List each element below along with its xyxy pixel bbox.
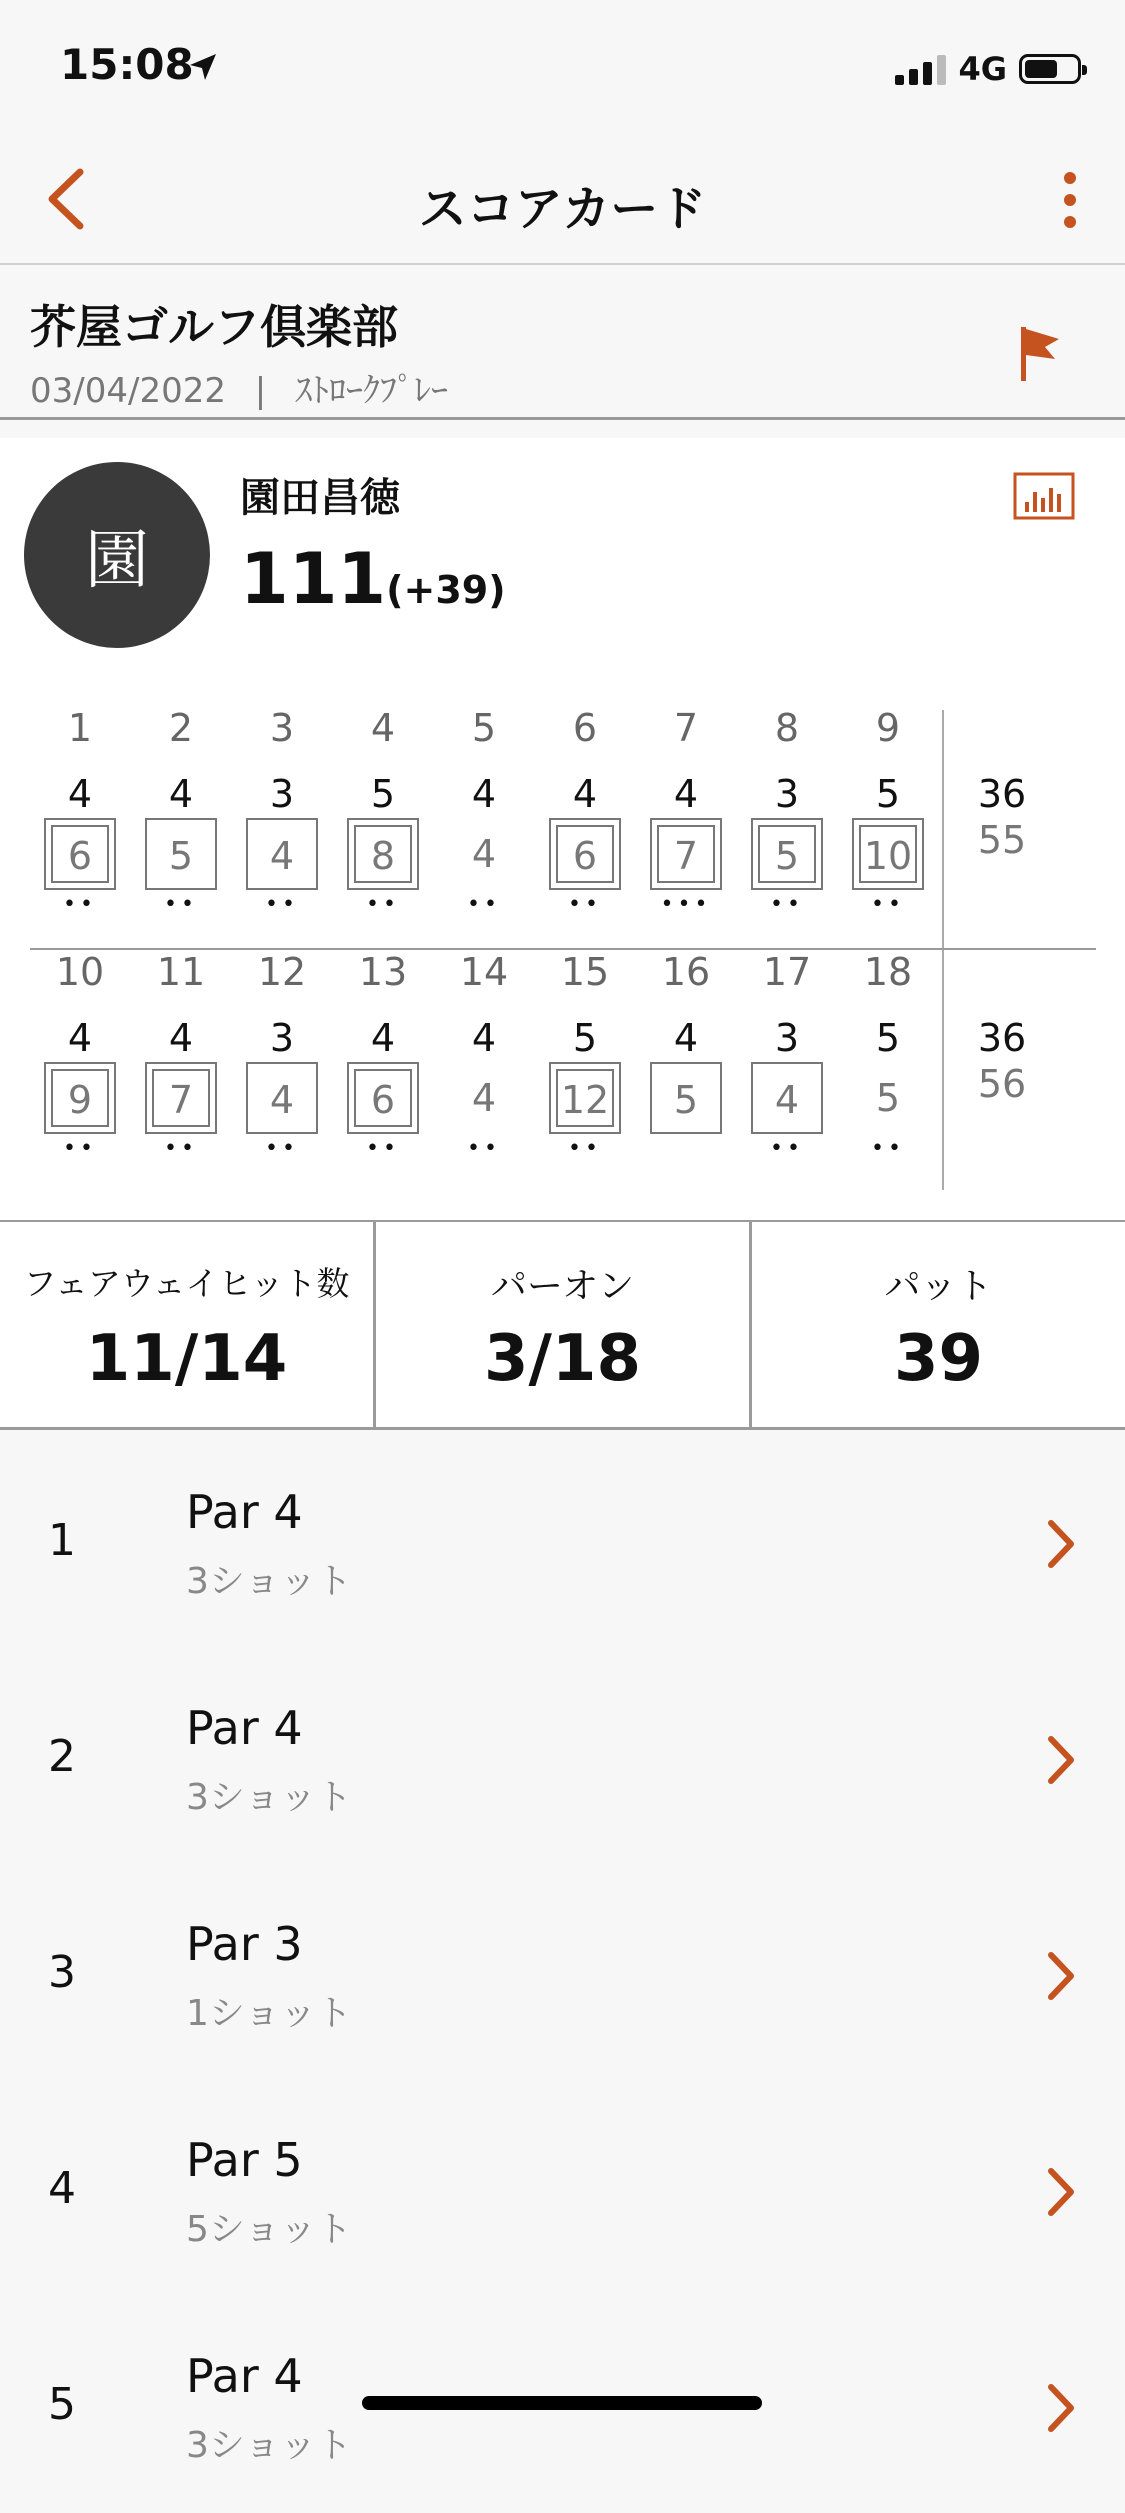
hole-list-item[interactable] [0,1865,1125,2081]
putt-dots: •• [871,892,905,917]
hole-score[interactable]: 4 [751,1062,823,1134]
putt-dots: •• [568,1136,602,1161]
course-subtitle [30,363,448,412]
hole-list-shots: 3ショット [186,1777,353,1818]
hole-number: 17 [762,950,812,994]
putt-dots: •• [467,892,501,917]
location-arrow-icon [188,52,218,82]
hole-par: 4 [67,1016,93,1060]
hole-list-shots: 3ショット [186,2425,353,2466]
status-indicators [895,50,1081,88]
hole-list-item[interactable] [0,1433,1125,1649]
hole-par: 4 [67,772,93,816]
putt-dots: •• [265,1136,299,1161]
summary-label: パーオン [490,1266,635,1307]
hole-score[interactable]: 8 [347,818,419,890]
hole-number: 2 [168,706,194,750]
status-time: 15:08 [60,40,194,89]
hole-score[interactable]: 4 [471,832,497,876]
summary-putts [752,1222,1125,1427]
hole-par: 3 [774,1016,800,1060]
putt-dots: •• [770,1136,804,1161]
hole-score[interactable]: 6 [347,1062,419,1134]
putt-dots: •• [366,892,400,917]
hole-par: 4 [168,772,194,816]
par-total: 36 [977,1016,1027,1060]
chevron-right-icon [1043,1517,1079,1571]
putt-dots: •• [164,892,198,917]
hole-score[interactable]: 9 [44,1062,116,1134]
separator: | [254,371,267,411]
hole-number: 11 [156,950,206,994]
hole-list-item[interactable] [0,1649,1125,1865]
hole-list-shots: 5ショット [186,2209,353,2250]
putt-dots: •• [63,892,97,917]
hole-list-par: Par 4 [186,2349,303,2403]
hole-par: 5 [875,1016,901,1060]
course-name: 芥屋ゴルフ倶楽部 [30,300,398,354]
hole-number: 3 [269,706,295,750]
hole-par: 4 [572,772,598,816]
flag-icon[interactable] [1015,323,1065,383]
home-indicator [362,2396,762,2410]
hole-list [0,1433,1125,2513]
hole-score[interactable]: 12 [549,1062,621,1134]
more-vertical-icon[interactable] [1055,168,1085,232]
hole-list-number: 5 [48,2379,76,2430]
hole-score[interactable]: 4 [246,1062,318,1134]
hole-list-item[interactable] [0,2081,1125,2297]
avatar: 園 [24,462,210,648]
total-strokes: 111 [240,538,387,620]
round-summary [0,1222,1125,1430]
hole-list-par: Par 4 [186,1485,303,1539]
hole-par: 4 [673,772,699,816]
hole-list-number: 1 [48,1515,76,1566]
hole-par: 3 [774,772,800,816]
hole-score[interactable]: 5 [751,818,823,890]
hole-number: 14 [459,950,509,994]
player-name: 園田昌徳 [240,475,400,521]
nav-bar [0,140,1125,265]
hole-score[interactable]: 5 [650,1062,722,1134]
hole-par: 4 [471,772,497,816]
status-bar [0,0,1125,140]
hole-number: 9 [875,706,901,750]
hole-number: 18 [863,950,913,994]
score-to-par: (+39) [386,568,506,612]
putt-dots: •• [871,1136,905,1161]
hole-list-number: 3 [48,1947,76,1998]
hole-score[interactable]: 6 [44,818,116,890]
hole-number: 6 [572,706,598,750]
hole-par: 5 [572,1016,598,1060]
hole-score[interactable]: 7 [145,1062,217,1134]
putt-dots: •• [366,1136,400,1161]
summary-label: フェアウェイヒット数 [23,1264,350,1303]
hole-par: 3 [269,772,295,816]
hole-score[interactable]: 7 [650,818,722,890]
hole-score[interactable]: 4 [246,818,318,890]
grid-divider [30,948,1096,950]
hole-number: 7 [673,706,699,750]
hole-list-par: Par 5 [186,2133,303,2187]
hole-par: 4 [471,1016,497,1060]
hole-number: 12 [257,950,307,994]
hole-score[interactable]: 5 [875,1076,901,1120]
hole-par: 4 [673,1016,699,1060]
chevron-right-icon [1043,2165,1079,2219]
summary-greens-in-regulation [376,1222,752,1427]
hole-number: 4 [370,706,396,750]
round-date: 03/04/2022 [30,371,226,411]
hole-number: 16 [661,950,711,994]
hole-number: 13 [358,950,408,994]
hole-number: 8 [774,706,800,750]
hole-list-shots: 1ショット [186,1993,353,2034]
hole-list-number: 4 [48,2163,76,2214]
hole-list-shots: 3ショット [186,1561,353,1602]
hole-score[interactable]: 10 [852,818,924,890]
putt-dots: •• [63,1136,97,1161]
hole-score[interactable]: 5 [145,818,217,890]
page-title: スコアカード [418,181,707,237]
hole-par: 3 [269,1016,295,1060]
putt-dots: ••• [660,892,712,917]
bar-chart-icon[interactable] [1013,472,1075,522]
putt-dots: •• [265,892,299,917]
play-type: ｽﾄﾛｰｸﾌﾟﾚｰ [295,371,449,411]
player-scorecard [0,438,1125,1222]
hole-par: 4 [370,1016,396,1060]
player-total-score [240,538,506,620]
hole-list-number: 2 [48,1731,76,1782]
putt-dots: •• [770,892,804,917]
chevron-right-icon [1043,1949,1079,2003]
hole-par: 5 [370,772,396,816]
summary-value: 3/18 [484,1322,641,1396]
summary-fairway-hits [0,1222,376,1427]
chevron-right-icon [1043,1733,1079,1787]
summary-value: 39 [893,1322,984,1396]
putt-dots: •• [164,1136,198,1161]
summary-label: パット [884,1266,993,1307]
putt-dots: •• [568,892,602,917]
score-total: 56 [977,1062,1027,1106]
par-total: 36 [977,772,1027,816]
course-header [0,267,1125,420]
hole-number: 10 [55,950,105,994]
signal-icon [895,53,946,85]
hole-score[interactable]: 4 [471,1076,497,1120]
battery-icon [1019,54,1081,84]
hole-par: 5 [875,772,901,816]
score-total: 55 [977,818,1027,862]
grid-divider [942,710,944,1190]
hole-list-par: Par 3 [186,1917,303,1971]
putt-dots: •• [467,1136,501,1161]
network-label: 4G [958,50,1007,88]
summary-value: 11/14 [85,1322,288,1396]
hole-number: 1 [67,706,93,750]
hole-number: 5 [471,706,497,750]
hole-list-par: Par 4 [186,1701,303,1755]
hole-number: 15 [560,950,610,994]
hole-score[interactable]: 6 [549,818,621,890]
chevron-right-icon [1043,2381,1079,2435]
hole-par: 4 [168,1016,194,1060]
